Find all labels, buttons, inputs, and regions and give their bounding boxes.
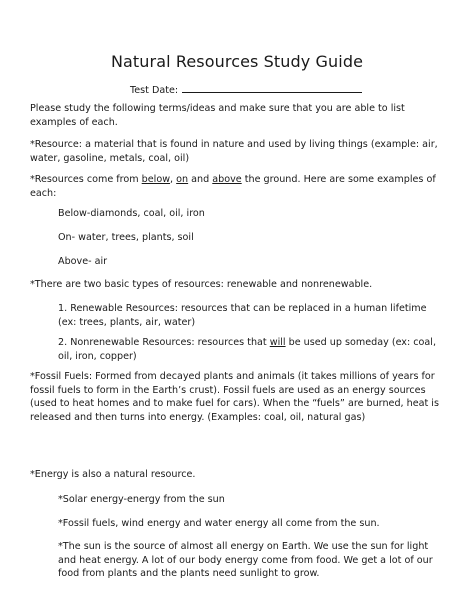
test-date-line xyxy=(130,83,362,97)
above-examples: Above- air xyxy=(58,256,108,267)
fossil-fuels-paragraph: *Fossil Fuels: Formed from decayed plants and animals (it takes millions of years for fossil fuels to form in the Earth’s crust). Fossil fuels are used as an energy sources (used to heat homes and to make fuel for cars). When the “fuels” are burned, heat is released and then turns into energy. (Examples: coal, oil, natural gas) xyxy=(30,371,439,423)
resource-definition: *Resource: a material that is found in nature and used by living things (example: air, water, gasoline, metals, coal, oil) xyxy=(30,139,438,164)
page-title: Natural Resources Study Guide xyxy=(110,52,364,71)
text-segment: the ground. Here are some examples of each: xyxy=(30,174,436,199)
fossil-wind-water: *Fossil fuels, wind energy and water energy all come from the sun. xyxy=(58,518,380,529)
text-segment: *Resources come from xyxy=(30,174,142,185)
test-date-label: Test Date: xyxy=(130,85,179,96)
solar-energy: *Solar energy-energy from the sun xyxy=(58,494,225,505)
test-date-blank xyxy=(182,83,362,93)
underlined-below: below xyxy=(141,174,171,185)
underlined-on: on xyxy=(176,174,189,185)
underlined-will: will xyxy=(269,337,286,348)
two-types-statement: *There are two basic types of resources: renewable and nonrenewable. xyxy=(30,279,373,290)
sun-source-paragraph: *The sun is the source of almost all energy on Earth. We use the sun for light and heat energy. A lot of our body energy come from food. We get a lot of our food from plants and the plants need sunlight to grow. xyxy=(58,541,433,579)
energy-statement: *Energy is also a natural resource. xyxy=(30,469,196,480)
nonrenewable-resources xyxy=(58,336,444,363)
text-segment: 2. Nonrenewable Resources: resources that xyxy=(58,337,270,348)
on-examples: On- water, trees, plants, soil xyxy=(58,232,194,243)
resources-come-from xyxy=(30,173,444,200)
underlined-above: above xyxy=(212,174,242,185)
text-segment: , xyxy=(170,174,177,185)
text-segment: be used up someday (ex: coal, oil, iron, copper) xyxy=(58,337,436,362)
below-examples: Below-diamonds, coal, oil, iron xyxy=(58,208,205,219)
text-segment: and xyxy=(188,174,213,185)
intro-paragraph: Please study the following terms/ideas and make sure that you are able to list examples of each. xyxy=(30,103,405,128)
renewable-resources: 1. Renewable Resources: resources that can be replaced in a human lifetime (ex: trees, plants, air, water) xyxy=(58,303,427,328)
